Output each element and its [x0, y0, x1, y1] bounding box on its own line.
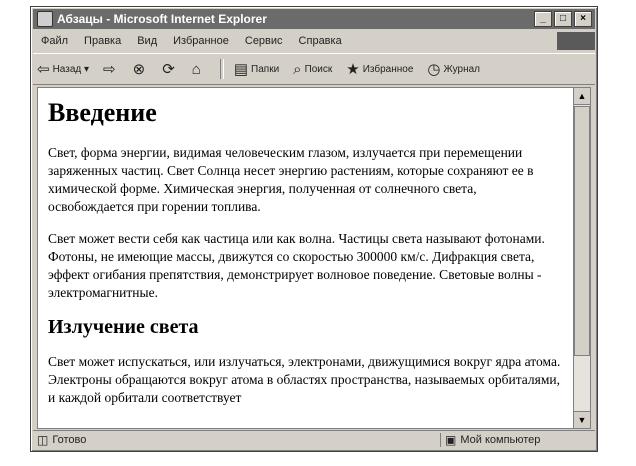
forward-button[interactable]	[99, 60, 119, 78]
paragraph-1: Свет, форма энергии, видимая человеческим глазом, излучается при перемещении заряженных частиц. Свет Солнца несет энергию растениям, которые сохраняют ее в химической форме. Химическая энергия, полученная от солнечного света, освобождается при горении топлива.	[48, 145, 534, 214]
favorites-icon: ★	[346, 61, 360, 78]
page-content	[37, 87, 575, 429]
stop-button[interactable]	[129, 60, 149, 78]
back-dropdown-icon: ▾	[81, 63, 90, 75]
heading-intro: Введение	[48, 98, 157, 127]
heading-emission: Излучение света	[48, 316, 199, 338]
close-button[interactable]: ×	[574, 11, 592, 27]
toolbar	[33, 53, 595, 85]
browser-window	[30, 6, 598, 452]
computer-icon: ▣	[445, 433, 457, 447]
menu-favorites[interactable]: Избранное	[173, 35, 229, 47]
favorites-button[interactable]: ★ Избранное	[346, 61, 414, 78]
folders-icon: ▤	[233, 61, 249, 78]
ie-icon	[37, 11, 53, 27]
folders-button[interactable]: ▤ Папки	[233, 61, 280, 78]
windows-logo-icon	[557, 32, 595, 50]
menu-view[interactable]: Вид	[137, 35, 158, 47]
back-button[interactable]: ⇦ Назад ▾	[37, 61, 90, 78]
menu-help[interactable]: Справка	[298, 35, 342, 47]
refresh-button[interactable]	[158, 60, 178, 78]
page-done-icon: ◫	[37, 433, 49, 447]
search-icon: ⌕	[293, 60, 302, 78]
scroll-thumb[interactable]	[574, 106, 590, 356]
maximize-button[interactable]: □	[554, 11, 572, 27]
scroll-down-icon[interactable]: ▼	[574, 411, 590, 428]
toolbar-separator	[220, 59, 224, 79]
back-arrow-icon: ⇦	[37, 61, 50, 78]
menu-edit[interactable]: Правка	[84, 35, 122, 47]
paragraph-2: Свет может вести себя как частица или как волна. Частицы света называют фотонами. Фотоны, не имеющие массы, движутся со скоростью 300000 км/с. Дифракция света, эффект огибания препятствия, демонстрирует волновое поведение. Световые волны - электромагнитные.	[48, 231, 545, 300]
history-icon: ◷	[427, 61, 441, 78]
scroll-up-icon[interactable]: ▲	[574, 88, 590, 105]
paragraph-3: Свет может испускаться, или излучаться, электронами, движущимися вокруг ядра атома. Электроны обращаются вокруг атома в областях пространства, называемых орбиталями, и каждой орбитали соответствует	[48, 354, 561, 405]
title-bar	[33, 9, 595, 29]
status-bar	[33, 430, 595, 449]
journal-button[interactable]: ◷ Журнал	[427, 61, 481, 78]
menu-file[interactable]: Файл	[41, 35, 69, 47]
vertical-scrollbar[interactable]	[573, 87, 591, 429]
zone-text: Мой компьютер	[460, 434, 541, 446]
home-icon: ⌂	[191, 60, 201, 78]
forward-arrow-icon: ⇨	[103, 61, 116, 78]
search-button[interactable]: ⌕ Поиск	[293, 60, 333, 78]
menu-bar	[33, 31, 595, 51]
window-controls	[534, 11, 592, 27]
minimize-button[interactable]: _	[534, 11, 552, 27]
window-title: Абзацы - Microsoft Internet Explorer	[57, 12, 267, 26]
status-text: Готово	[52, 434, 87, 446]
menu-tools[interactable]: Сервис	[244, 35, 283, 47]
home-button[interactable]	[188, 61, 204, 78]
refresh-icon: ⟳	[162, 61, 175, 78]
stop-icon: ⊗	[132, 61, 146, 78]
